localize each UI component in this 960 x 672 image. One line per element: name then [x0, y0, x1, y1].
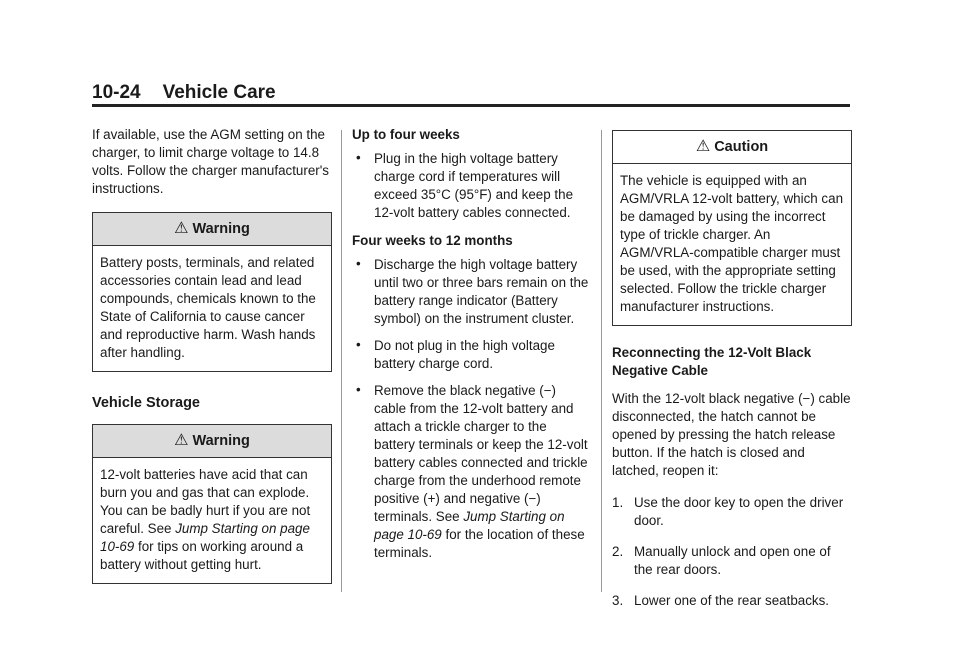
warning-icon: ⚠ — [174, 432, 189, 449]
bullet-icon: • — [356, 256, 361, 271]
subheading-four-weeks: Up to four weeks — [352, 127, 460, 142]
bullet-icon: • — [356, 382, 361, 397]
warning-title: Warning — [192, 221, 250, 237]
step-text: Manually unlock and open one of the rear doors. — [634, 544, 831, 577]
warning-box-lead — [92, 212, 332, 372]
numbered-steps — [612, 494, 852, 610]
page-header — [92, 82, 276, 104]
reconnecting-paragraph: With the 12-volt black negative (−) cable disconnected, the hatch cannot be opened by pressing the hatch release button. If the hatch is closed and latched, reopen it: — [612, 391, 851, 478]
header-rule — [92, 104, 850, 107]
subheading-reconnecting: Reconnecting the 12-Volt Black Negative Cable — [612, 345, 812, 378]
warning-box-acid — [92, 424, 332, 584]
step-number: 1. — [612, 495, 624, 510]
bullet-list-four-weeks — [352, 150, 590, 222]
jump-starting-link[interactable]: Jump Starting on page 10-69 — [100, 521, 310, 554]
column-divider-2 — [601, 130, 602, 592]
caution-box — [612, 130, 852, 326]
warning-text-part: 12-volt batteries have acid that can burn you and gas that can explode. You can be badly hurt if you are not careful. See — [100, 467, 311, 536]
step-text: Lower one of the rear seatbacks. — [634, 593, 830, 608]
jump-starting-link[interactable]: Jump Starting on page 10-69 — [374, 509, 565, 542]
warning-header — [93, 213, 331, 246]
caution-text: The vehicle is equipped with an AGM/VRLA 12-volt battery, which can be damaged by using the incorrect type of trickle charger. An AGM/VRLA-compatible charger must be used, with the appropriate setting selected. Follow the trickle charger manufacturer instructions. — [620, 173, 844, 314]
warning-icon: ⚠ — [174, 220, 189, 237]
bullet-icon: • — [356, 337, 361, 352]
column-divider-1 — [341, 130, 342, 592]
warning-text — [93, 458, 331, 583]
caution-title: Caution — [714, 139, 769, 155]
column-1 — [92, 126, 332, 598]
list-item: • Remove the black negative (−) cable from the 12-volt battery and attach a trickle charger to the battery terminals or keep the 12-volt battery cables connected and trickle charge from the underhood remote positive (+) and negative (−) terminals. See Jump Starting on page 10-69 for the location of these terminals. — [356, 382, 588, 560]
list-item: • Do not plug in the high voltage battery charge cord. — [356, 337, 555, 371]
step-text: Use the door key to open the driver door. — [634, 495, 844, 528]
column-2 — [352, 126, 590, 572]
section-title: Vehicle Care — [162, 82, 276, 103]
warning-text-part: for tips on working around a battery without getting hurt. — [100, 539, 304, 572]
caution-icon: ⚠ — [695, 138, 711, 155]
warning-text: Battery posts, terminals, and related accessories contain lead and lead compounds, chemicals known to the State of California to cause cancer and reproductive harm. Wash hands after handling. — [100, 255, 316, 360]
column-3 — [612, 130, 852, 623]
agm-intro: If available, use the AGM setting on the charger, to limit charge voltage to 14.8 volts. Follow the charger manufacturer's instructions. — [92, 127, 329, 196]
list-item: • Plug in the high voltage battery charge cord if temperatures will exceed 35°C (95°F) and keep the 12-volt battery cables connected. — [356, 150, 574, 220]
bullet-list-twelve-months — [352, 256, 590, 562]
list-item — [612, 543, 852, 579]
vehicle-storage-heading: Vehicle Storage — [92, 395, 200, 411]
page-number: 10-24 — [92, 82, 141, 103]
warning-header — [93, 425, 331, 458]
step-number: 3. — [612, 593, 624, 608]
list-item — [612, 494, 852, 530]
list-item: • Discharge the high voltage battery until two or three bars remain on the battery range indicator (Battery symbol) on the instrument cluster. — [356, 256, 589, 326]
subheading-twelve-months: Four weeks to 12 months — [352, 233, 513, 248]
step-number: 2. — [612, 544, 624, 559]
bullet-icon: • — [356, 150, 361, 165]
list-item — [612, 592, 852, 610]
caution-header — [613, 131, 851, 164]
warning-title: Warning — [192, 433, 250, 449]
